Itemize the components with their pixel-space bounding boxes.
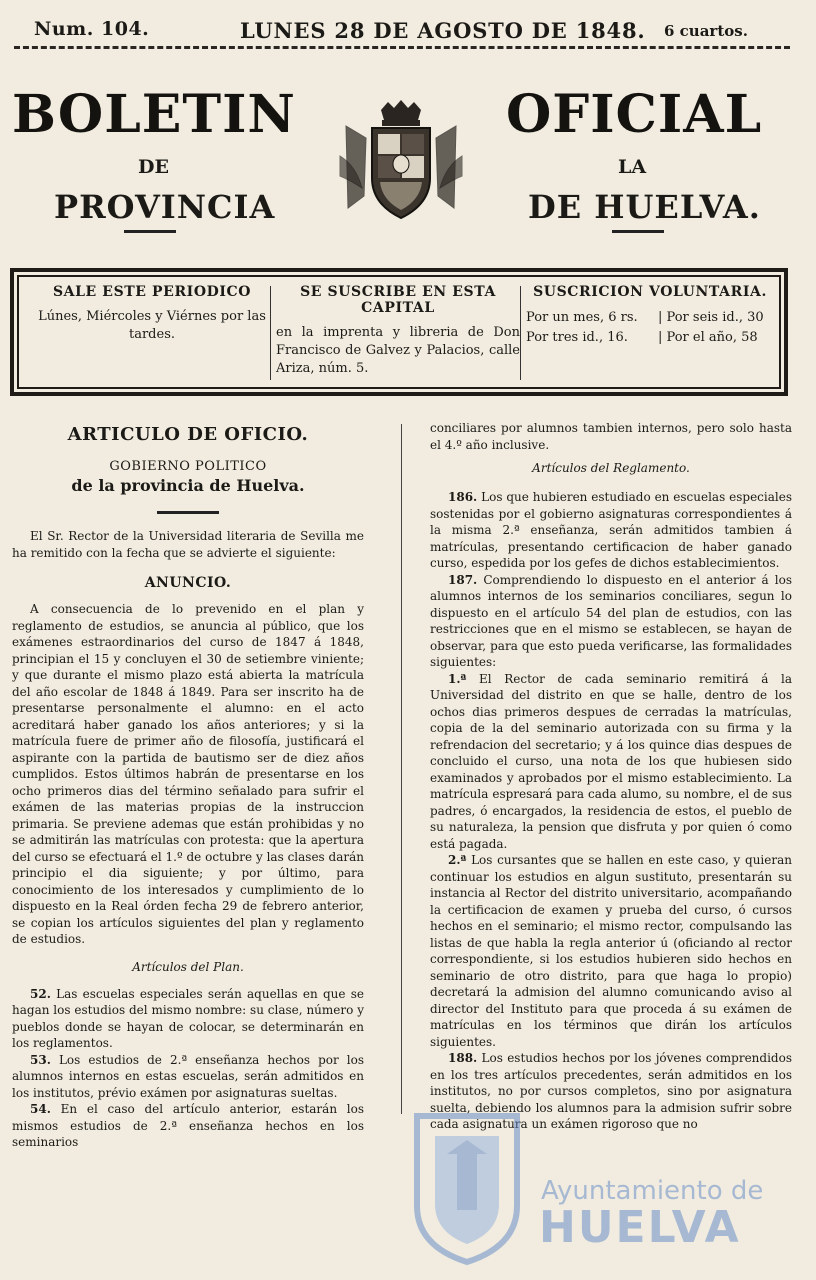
rule-1 — [430, 671, 792, 853]
left-column — [12, 420, 364, 1151]
info-col-subscribe-body: en la imprenta y libreria de Don Francisco de Galvez y Palacios, calle Ariza, núm. 5. — [276, 325, 520, 376]
reglamento-heading: Artículos del Reglamento. — [532, 461, 690, 475]
subscription-info-box — [10, 268, 788, 396]
article-number: 187. — [448, 572, 478, 587]
price-cell: | Por el año, 58 — [658, 330, 758, 345]
title-la: LA — [618, 156, 647, 178]
anuncio-heading: ANUNCIO. — [144, 575, 232, 591]
article-number: 52. — [30, 986, 51, 1001]
article-number: 188. — [448, 1051, 478, 1065]
title-de-huelva: DE HUELVA. — [528, 188, 761, 226]
article-text: Las escuelas especiales serán aquellas en que se hagan los estudios del mismo nombre: su clase, número y pueblos donde se hayan de colocar, se determinarán en los reglamentos. — [12, 986, 364, 1050]
price-row — [526, 328, 774, 348]
anuncio-paragraph: A consecuencia de lo prevenido en el plan y reglamento de estudios, se anuncia al público, que los exámenes estraordinarios del curso de 1847 á 1848, principian el 15 y concluyen el 30 de setiembre viniente; y que durante el mismo plazo está abierta la matrícula del año escolar de 1848 á 1849. Para ser inscrito ha de presentarse personalmente el alumno: en el acto acreditará haber ganado los años anteriores; y si la matrícula fuere de primer año de filosofía, justificará el aspirante con la partida de bautismo ser de diez años cumplidos. Estos últimos habrán de presentarse en los ocho primeros dias del término señalado para sufrir el exámen de las materias propias de la instruccion primaria. Se previene ademas que están prohibidas y no se admitirán las matrículas con protesta: que la apertura del curso se efectuará el 1.º de octubre y las clases darán principio el dia siguiente; y por último, para conocimiento de los interesados y cumplimiento de lo dispuesto en la Real órden fecha 29 de febrero anterior, se copian los artículos siguientes del plan y reglamento de estudios. — [12, 602, 364, 946]
issue-number: Num. 104. — [34, 18, 150, 40]
rule-2 — [430, 852, 792, 1050]
info-divider — [520, 286, 521, 380]
article-54 — [12, 1101, 364, 1151]
continued-paragraph: conciliares por alumnos tambien internos, pero solo hasta el 4.º año inclusive. — [430, 421, 792, 452]
price-cell: Por tres id., 16. — [526, 330, 628, 345]
intro-paragraph: El Sr. Rector de la Universidad literaria de Sevilla me ha remitido con la fecha que se advierte el siguiente: — [12, 529, 364, 560]
article-53 — [12, 1052, 364, 1102]
title-de: DE — [138, 156, 169, 178]
info-col-publishing — [34, 284, 270, 382]
section-heading: GOBIERNO POLITICO — [109, 459, 267, 474]
rule-number: 1.ª — [448, 671, 467, 686]
watermark-line1: Ayuntamiento de — [541, 1176, 764, 1206]
info-divider — [270, 286, 271, 380]
price-cell: Por un mes, 6 rs. — [526, 310, 638, 325]
article-52 — [12, 986, 364, 1052]
price-row — [526, 308, 774, 328]
issue-price: 6 cuartos. — [664, 22, 748, 40]
coat-of-arms-icon — [336, 96, 466, 226]
masthead-divider — [14, 46, 790, 49]
price-table — [526, 308, 774, 348]
title-boletin: BOLETIN — [12, 84, 296, 145]
masthead-topline — [0, 18, 816, 48]
right-column — [430, 420, 792, 1133]
municipal-shield-icon — [407, 1096, 527, 1266]
article-number: 186. — [448, 490, 478, 504]
rule-number: 2.ª — [448, 853, 467, 867]
column-divider — [401, 424, 402, 1114]
section-subheading: de la provincia de Huelva. — [71, 476, 305, 495]
info-col-subscribe-head: SE SUSCRIBE EN ESTA CAPITAL — [300, 284, 496, 316]
article-title: ARTICULO DE OFICIO. — [67, 424, 309, 445]
article-text: Los que hubieren estudiado en escuelas especiales sostenidas por el gobierno asignaturas correspondientes á la misma 2.ª enseñanza, serán admitidos tambien á matrículas, presentando certificacion de haber ganado curso, espedida por los gefes de dichos establecimientos. — [430, 490, 792, 570]
title-oficial: OFICIAL — [506, 84, 763, 145]
rule-text: El Rector de cada seminario remitirá á la Universidad del distrito en que se halle, dentro de los ochos dias primeros despues de cerradas la matrículas, copia de la del seminario autorizada con su firma y la refrendacion del secretario; y á los quince dias despues de concluido el curso, una nota de los que hubiesen sido examinados y aprobados por el mismo establecimiento. La matrícula espresará para cada alumo, su nombre, el de sus padres, ó encargados, la residencia de estos, el pueblo de su naturaleza, la pension que disfruta y por quien ó como está pagada. — [430, 671, 792, 851]
archive-watermark — [405, 1092, 815, 1272]
info-col-subscribe — [276, 284, 520, 382]
article-text: Los estudios hechos por los jóvenes comprendidos en los tres artículos precedentes, serán admitidos en los institutos, no por cursos completos, sino por asignatura suelta, debiendo los alumnos para la admision sufrir sobre cada asignatura un exámen rigoroso que no — [430, 1051, 792, 1131]
article-text: En el caso del artículo anterior, estarán los mismos estudios de 2.ª enseñanza hechos en los seminarios — [12, 1102, 364, 1149]
info-col-prices — [526, 284, 774, 382]
article-number: 53. — [30, 1052, 51, 1067]
info-col-publishing-head: SALE ESTE PERIODICO — [52, 284, 252, 300]
article-text: Comprendiendo lo dispuesto en el anterior á los alumnos internos de los seminarios conciliares, segun lo dispuesto en el artículo 54 del plan de estudios, con las restricciones que en el mismo se establecen, se hayan de observar, para que esto pueda verificarse, las formalidades siguientes: — [430, 572, 792, 669]
rule-text: Los cursantes que se hallen en este caso, y quieran continuar los estudios en algun sustituto, presentarán su instancia al Rector del distrito universitario, acompañando la certificacion de examen y prueba del curso, ó cursos hechos en el seminario; el mismo rector, compulsando las listas de que habla la regla anterior ú (oficiando al rector correspondiente, si los estudios hubieren sido hechos en seminario de otro distrito, para que haga lo propio) decretará la admision del alumno comunicando aviso al director del Instituto para que proceda á su exámen de matrículas en los términos que dirán los artículos siguientes. — [430, 853, 792, 1049]
info-col-prices-head: SUSCRICION VOLUNTARIA. — [533, 284, 767, 300]
article-187 — [430, 572, 792, 671]
plan-heading: Artículos del Plan. — [132, 959, 244, 974]
title-provincia: PROVINCIA — [54, 188, 276, 226]
watermark-line2: HUELVA — [539, 1202, 741, 1253]
info-col-publishing-body: Lúnes, Miércoles y Viérnes por las tardes. — [38, 309, 266, 342]
title-underline-left — [124, 230, 176, 233]
short-divider — [157, 511, 219, 514]
title-underline-right — [612, 230, 664, 233]
article-186 — [430, 489, 792, 572]
article-number: 54. — [30, 1102, 51, 1116]
issue-date: LUNES 28 DE AGOSTO DE 1848. — [240, 18, 646, 43]
article-text: Los estudios de 2.ª enseñanza hechos por los alumnos internos en estas escuelas, serán admitidos en los institutos, prévio exámen por asignaturas sueltas. — [12, 1052, 364, 1100]
price-cell: | Por seis id., 30 — [658, 310, 764, 325]
